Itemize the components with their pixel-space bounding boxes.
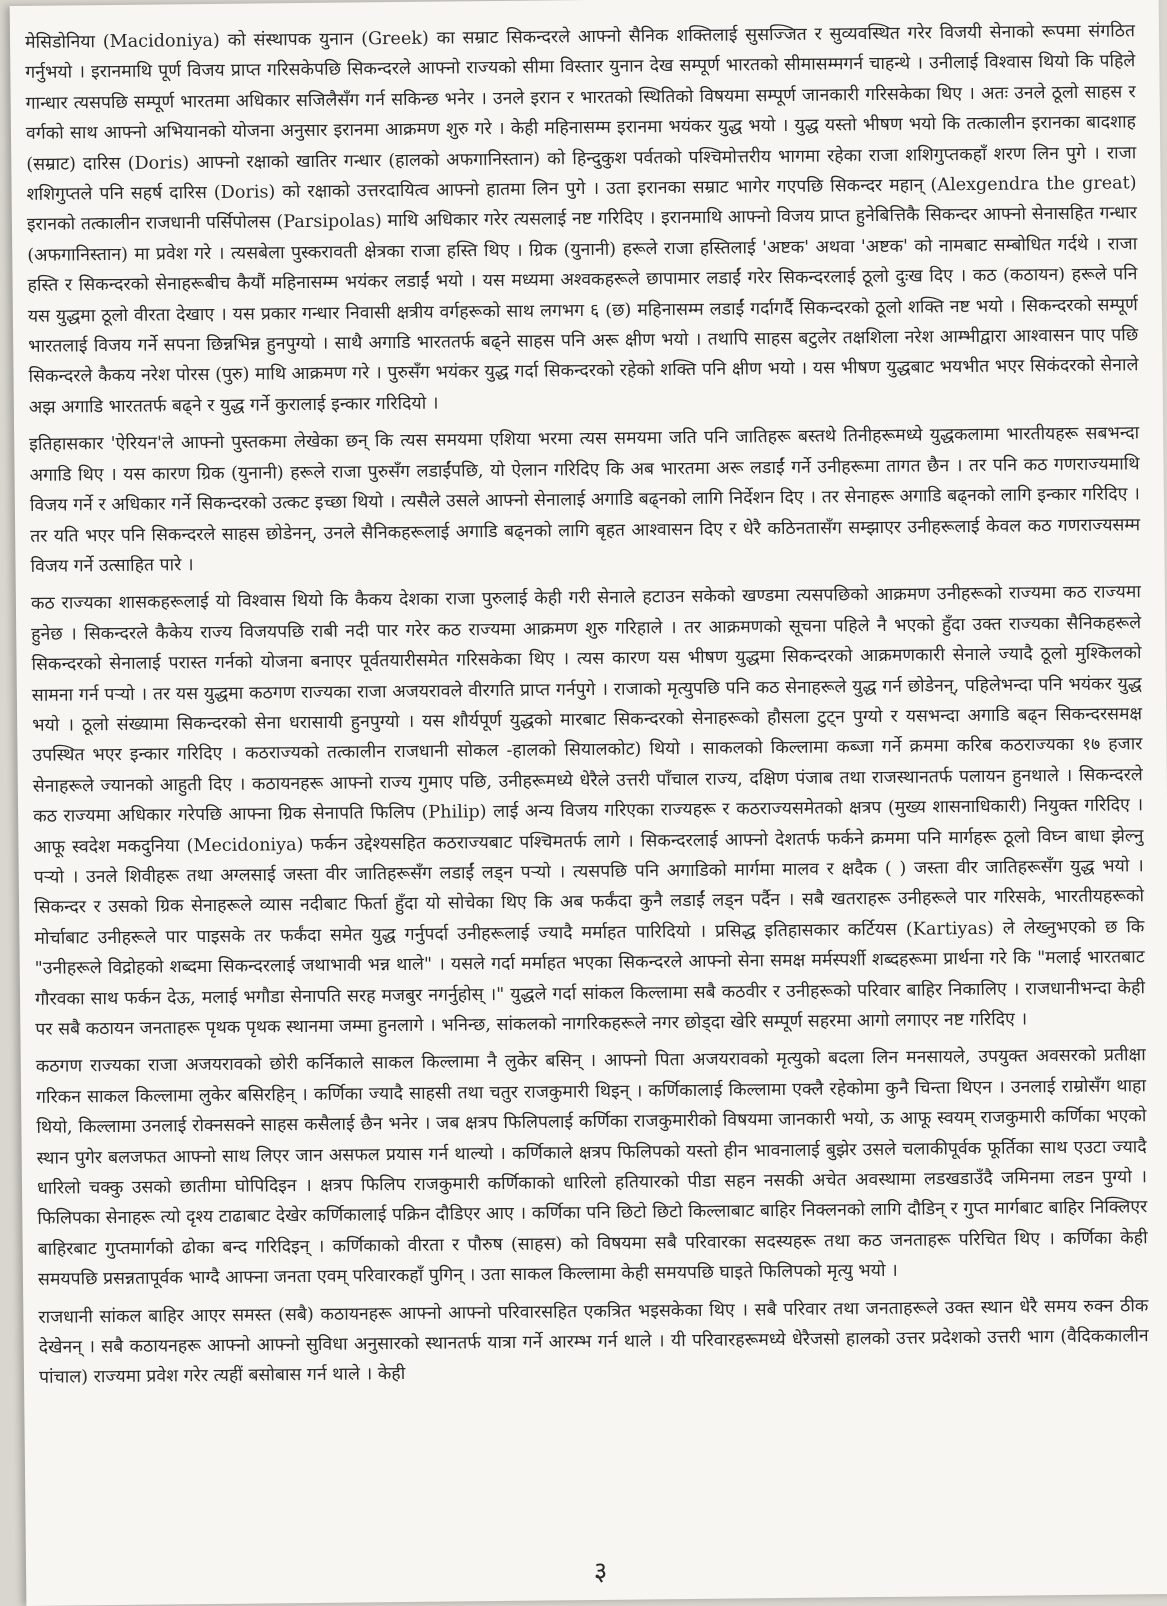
page-number: ३ (593, 1556, 608, 1588)
paragraph-2: इतिहासकार 'ऐरियन'ले आफ्नो पुस्तकमा लेखेका छन् कि त्यस समयमा एशिया भरमा त्यस समयमा जति पनि जातिहरू बस्तथे तिनीहरूमध्ये युद्धकलामा भारतीयहरू सबभन्दा अगाडि थिए । यस कारण ग्रिक (युनानी) हरूले राजा पुरुसँग लडाईंपछि, यो ऐलान गरिदिए कि अब भारतमा अरू लडाईं गर्ने उनीहरूमा तागत छैन । तर पनि कठ गणराज्यमाथि विजय गर्ने र अधिकार गर्ने सिकन्दरको उत्कट इच्छा थियो । त्यसैले उसले आफ्नो सेनालाई अगाडि बढ्नको लागि निर्देशन दिए । तर सेनाहरू अगाडि बढ्नको लागि इन्कार गरिदिए । तर यति भएर पनि सिकन्दरले साहस छोडेनन्, उनले सैनिकहरूलाई अगाडि बढ्नको लागि बृहत आश्वासन दिए र धेरै कठिनतासँग सम्झाएर उनीहरूलाई केवल कठ गणराज्यसम्म विजय गर्ने उत्साहित पारे । (29, 423, 1141, 577)
paragraph-1: मेसिडोनिया (Macidoniya) को संस्थापक युनान (Greek) का सम्राट सिकन्दरले आफ्नो सैनिक शक्तिलाई सुसज्जित र सुव्यवस्थित गरेर विजयी सेनाको रूपमा संगठित गर्नुभयो । इरानमाथि पूर्ण विजय प्राप्त गरिसकेपछि सिकन्दरले आफ्नो राज्यको सीमा विस्तार युनान देख सम्पूर्ण भारतको सीमासम्मगर्न चाहन्थे । उनीलाई विश्वास थियो कि पहिले गान्धार त्यसपछि सम्पूर्ण भारतमा अधिकार सजिलैसँग गर्न सकिन्छ भनेर । उनले इरान र भारतको स्थितिको विषयमा सम्पूर्ण जानकारी गरिसकेका थिए । अतः उनले ठूलो साहस र वर्गको साथ आफ्नो अभियानको योजना अनुसार इरानमा आक्रमण शुरु गरे । केही महिनासम्म इरानमा भयंकर युद्ध भयो । युद्ध यस्तो भीषण भयो कि तत्कालीन इरानका बादशाह (सम्राट) दारिस (Doris) आफ्नो रक्षाको खातिर गन्धार (हालको अफगानिस्तान) को हिन्दुकुश पर्वतको पश्चिमोत्तरीय भागमा रहेका राजा शशिगुप्तकहाँ शरण लिन पुगे । राजा शशिगुप्तले पनि सहर्ष दारिस (Doris) को रक्षाको उत्तरदायित्व आफ्नो हातमा लिन पुगे । उता इरानका सम्राट भागेर गएपछि सिकन्दर महान् (Alexgendra the great) इरानको तत्कालीन राजधानी पर्सिपोलस (Parsipolas) माथि अधिकार गरेर त्यसलाई नष्ट गरिदिए । इरानमाथि आफ्नो विजय प्राप्त हुनेबित्तिकै सिकन्दर आफ्नो सेनासहित गन्धार (अफगानिस्तान) मा प्रवेश गरे । त्यसबेला पुस्करावती क्षेत्रका राजा हस्ति थिए । ग्रिक (युनानी) हरूले राजा हस्तिलाई 'अष्टक' अथवा 'अष्टक' को नामबाट सम्बोधित गर्दथे । राजा हस्ति र सिकन्दरको सेनाहरूबीच कैयौं महिनासम्म भयंकर लडाईं भयो । यस मध्यमा अश्वकहरूले छापामार लडाईं गरेर सिकन्दरलाई ठूलो दुःख दिए । कठ (कठायन) हरूले पनि यस युद्धमा ठूलो वीरता देखाए । यस प्रकार गन्धार निवासी क्षत्रीय वर्गहरूको साथ लगभग ६ (छ) महिनासम्म लडाईं गर्दागर्दै सिकन्दरको ठूलो शक्ति नष्ट भयो । सिकन्दरको सम्पूर्ण भारतलाई विजय गर्ने सपना छिन्नभिन्न हुनपुग्यो । साथै अगाडि भारततर्फ बढ्ने साहस पनि अरू क्षीण भयो । तथापि साहस बटुलेर तक्षशिला नरेश आम्भीद्वारा आश्वासन पाए पछि सिकन्दरले कैकय नरेश पोरस (पुरु) माथि आक्रमण गरे । पुरुसँग भयंकर युद्ध गर्दा सिकन्दरको रहेको शक्ति पनि क्षीण भयो । यस भीषण युद्धबाट भयभीत भएर सिकंदरको सेनाले अझ अगाडि भारततर्फ बढ्ने र युद्ध गर्ने कुरालाई इन्कार गरिदियो । (24, 21, 1139, 418)
paragraph-3: कठ राज्यका शासकहरूलाई यो विश्वास थियो कि कैकय देशका राजा पुरुलाई केही गरी सेनाले हटाउन सकेको खण्डमा त्यसपछिको आक्रमण उनीहरूको राज्यमा कठ राज्यमा हुनेछ । सिकन्दरले कैकेय राज्य विजयपछि राबी नदी पार गरेर कठ राज्यमा आक्रमण शुरु गरिहाले । तर आक्रमणको सूचना पहिले नै भएको हुँदा उक्त राज्यका सैनिकहरूले सिकन्दरको सेनालाई परास्त गर्नको योजना बनाएर पूर्वतयारीसमेत गरिसकेका थिए । त्यस कारण यस भीषण युद्धमा सिकन्दरको आक्रमणकारी सेनाले ज्यादै ठूलो मुश्किलको सामना गर्न पर्‍यो । तर यस युद्धमा कठगण राज्यका राजा अजयरावले वीरगति प्राप्त गर्नपुगे । राजाको मृत्युपछि पनि कठ सेनाहरूले युद्ध गर्न छोडेनन्, पहिलेभन्दा पनि भयंकर युद्ध भयो । ठूलो संख्यामा सिकन्दरको सेना धरासायी हुनपुग्यो । यस शौर्यपूर्ण युद्धको मारबाट सिकन्दरको सेनाहरूको हौसला टुट्न पुग्यो र यसभन्दा अगाडि बढ्न सिकन्दरसमक्ष उपस्थित भएर इन्कार गरिदिए । कठराज्यको तत्कालीन राजधानी सोकल -हालको सियालकोट) थियो । साकलको किल्लामा कब्जा गर्ने क्रममा करिब कठराज्यका १७ हजार सेनाहरूले ज्यानको आहुती दिए । कठायनहरू आफ्नो राज्य गुमाए पछि, उनीहरूमध्ये धेरैले उत्तरी पाँचाल राज्य, दक्षिण पंजाब तथा राजस्थानतर्फ पलायन हुनथाले । सिकन्दरले कठ राज्यमा अधिकार गरेपछि आफ्ना ग्रिक सेनापति फिलिप (Philip) लाई अन्य विजय गरिएका राज्यहरू र कठराज्यसमेतको क्षत्रप (मुख्य शासनाधिकारी) नियुक्त गरिदिए । आफू स्वदेश मकदुनिया (Mecidoniya) फर्कन उद्देश्यसहित कठराज्यबाट पश्चिमतर्फ लागे । सिकन्दरलाई आफ्नो देशतर्फ फर्कने क्रममा पनि मार्गहरू ठूलो विघ्न बाधा झेल्नु पर्‍यो । उनले शिवीहरू तथा अग्लसाई जस्ता वीर जातिहरूसँग लडाईं लड्न पर्‍यो । त्यसपछि पनि अगाडिको मार्गमा मालव र क्षदैक ( ) जस्ता वीर जातिहरूसँग युद्ध भयो । सिकन्दर र उसको ग्रिक सेनाहरूले व्यास नदीबाट फिर्ता हुँदा यो सोचेका थिए कि अब फर्कंदा कुनै लडाईं लड्न पर्दैन । सबै खतराहरू उनीहरूले पार गरिसके, भारतीयहरूको मोर्चाबाट उनीहरूले पार पाइसके तर फर्कंदा समेत युद्ध गर्नुपर्दा उनीहरूलाई ज्यादै मर्माहत पारिदियो । प्रसिद्ध इतिहासकार कर्टियस (Kartiyas) ले लेख्नुभएको छ कि "उनीहरूले विद्रोहको शब्दमा सिकन्दरलाई जथाभावी भन्न थाले" । यसले गर्दा मर्माहत भएका सिकन्दरले आफ्नो सेना समक्ष मर्मस्पर्शी शब्दहरूमा प्रार्थना गरे कि "मलाई भारतबाट गौरवका साथ फर्कन देऊ, मलाई भगौडा सेनापति सरह मजबुर नगर्नुहोस् ।" युद्धले गर्दा सांकल किल्लामा सबै कठवीर र उनीहरूको परिवार बाहिर निकालिए । राजधानीभन्दा केही पर सबै कठायन जनताहरू पृथक पृथक स्थानमा जम्मा हुनलागे । भनिन्छ, सांकलको नागरिकहरूले नगर छोड्दा खेरि सम्पूर्ण सहरमा आगो लगाएर नष्ट गरिदिए । (30, 582, 1146, 1040)
paragraph-4: कठगण राज्यका राजा अजयरावको छोरी कर्निकाले साकल किल्लामा नै लुकेर बसिन् । आफ्नो पिता अजयरावको मृत्युको बदला लिन मनसायले, उपयुक्त अवसरको प्रतीक्षा गरिकन साकल किल्लामा लुकेर बसिरहिन् । कर्णिका ज्यादै साहसी तथा चतुर राजकुमारी थिइन् । कर्णिकालाई किल्लामा एक्लै रहेकोमा कुनै चिन्ता थिएन । उनलाई राम्रोसँग थाहा थियो, किल्लामा उनलाई रोक्नसक्ने साहस कसैलाई छैन भनेर । जब क्षत्रप फिलिपलाई कर्णिका राजकुमारीको विषयमा जानकारी भयो, ऊ आफू स्वयम् राजकुमारी कर्णिका भएको स्थान पुगेर बलजफत आफ्नो साथ लिएर जान असफल प्रयास गर्न थाल्यो । कर्णिकाले क्षत्रप फिलिपको यस्तो हीन भावनालाई बुझेर उसले चलाकीपूर्वक फूर्तिका साथ एउटा ज्यादै धारिलो चक्कु उसको छातीमा घोपिदिइन । क्षत्रप फिलिप राजकुमारी कर्णिकाको धारिलो हतियारको पीडा सहन नसकी अचेत अवस्थामा लडखडाउँदै जमिनमा लडन पुग्यो । फिलिपका सेनाहरू त्यो दृश्य टाढाबाट देखेर कर्णिकालाई पक्रिन दौडिएर आए । कर्णिका पनि छिटो छिटो किल्लाबाट बाहिर निक्लनको लागि दौडिन् र गुप्त मार्गबाट बाहिर निक्लिएर बाहिरबाट गुप्तमार्गको ढोका बन्द गरिदिइन् । कर्णिकाको वीरता र पौरुष (साहस) को विषयमा सबै परिवारका सदस्यहरू तथा कठ जनताहरू परिचित थिए । कर्णिका केही समयपछि प्रसन्नतापूर्वक भाग्दै आफ्ना जनता एवम् परिवारकहाँ पुगिन् । उता साकल किल्लामा केही समयपछि घाइते फिलिपको मृत्यु भयो । (35, 1045, 1148, 1291)
document-page (10, 0, 1167, 1606)
body-text (25, 16, 1149, 1400)
paragraph-5: राजधानी सांकल बाहिर आएर समस्त (सबै) कठायनहरू आफ्नो आफ्नो परिवारसहित एकत्रित भइसकेका थिए । सबै परिवार तथा जनताहरूले उक्त स्थान धेरै समय रुक्न ठीक देखेनन् । सबै कठायनहरू आफ्नो आफ्नो सुविधा अनुसारको स्थानतर्फ यात्रा गर्ने आरम्भ गर्न थाले । यी परिवारहरूमध्ये धेरैजसो हालको उत्तर प्रदेशको उत्तरी भाग (वैदिककालीन पांचाल) राज्यमा प्रवेश गरेर त्यहीं बसोबास गर्न थाले । केही (38, 1295, 1149, 1389)
